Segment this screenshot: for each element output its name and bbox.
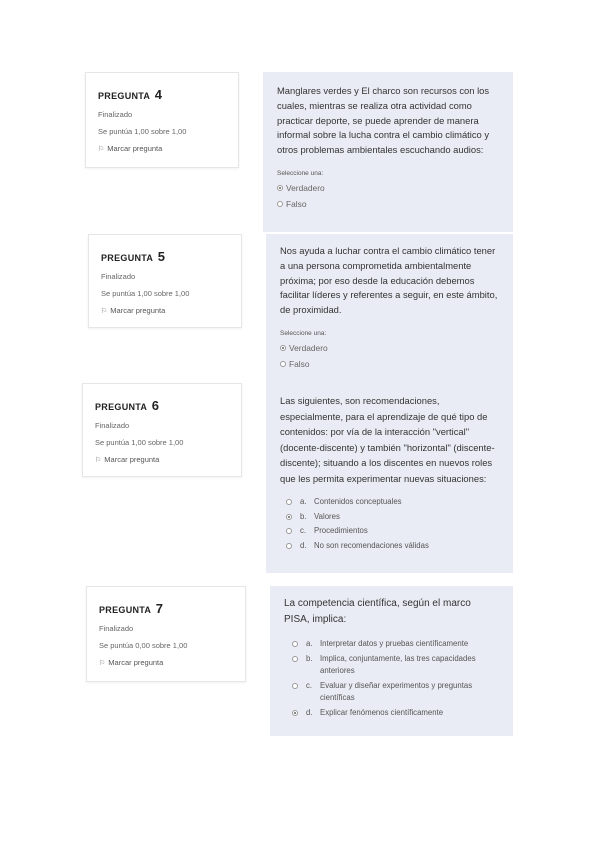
radio-icon[interactable] — [292, 656, 298, 662]
question-title: PREGUNTA 4 — [98, 87, 163, 102]
flag-icon: ⚐ — [98, 146, 105, 153]
option-true[interactable]: Verdadero — [280, 343, 499, 353]
option-d[interactable]: d. Explicar fenómenos científicamente — [292, 707, 499, 720]
flag-icon: ⚐ — [101, 308, 108, 315]
option-c[interactable]: c. Procedimientos — [286, 525, 499, 538]
flag-icon: ⚐ — [95, 457, 102, 464]
flag-question-link[interactable]: ⚐ Marcar pregunta — [98, 144, 163, 153]
question-score: Se puntúa 1,00 sobre 1,00 — [95, 438, 184, 447]
radio-icon[interactable] — [292, 710, 298, 716]
radio-icon[interactable] — [280, 361, 286, 367]
question-text: Nos ayuda a luchar contra el cambio climático tener a una persona comprometida ambientalmente próxima; por eso desde la educación debemos facilitar líderes y referentes a seguir, en este ámbito, de proximidad. — [280, 245, 498, 316]
question-content-7 — [270, 586, 513, 736]
flag-question-link[interactable]: ⚐ Marcar pregunta — [99, 658, 164, 667]
flag-icon: ⚐ — [99, 660, 106, 667]
option-a[interactable]: a. Contenidos conceptuales — [286, 496, 499, 509]
question-text: La competencia científica, según el marco PISA, implica: — [284, 598, 471, 625]
options-list — [280, 496, 499, 552]
question-score: Se puntúa 0,00 sobre 1,00 — [99, 641, 188, 650]
radio-icon[interactable] — [286, 543, 292, 549]
option-c[interactable]: c. Evaluar y diseñar experimentos y preguntas científicas — [292, 680, 499, 705]
question-status: Finalizado — [98, 110, 133, 119]
radio-icon[interactable] — [292, 641, 298, 647]
question-text: Manglares verdes y El charco son recursos con los cuales, mientras se realiza otra actividad como practicar deporte, se puede aprender de manera informal sobre la lucha contra el cambio climático y otros problemas ambientales escuchando audios: — [277, 85, 490, 156]
question-status: Finalizado — [95, 421, 130, 430]
question-content-6 — [266, 383, 513, 573]
question-info-5 — [88, 234, 242, 328]
question-info-6 — [82, 383, 242, 477]
question-info-7 — [86, 586, 246, 682]
option-b[interactable]: b. Implica, conjuntamente, las tres capacidades anteriores — [292, 653, 499, 678]
flag-question-link[interactable]: ⚐ Marcar pregunta — [101, 306, 166, 315]
question-title: PREGUNTA 7 — [99, 601, 164, 616]
radio-icon[interactable] — [286, 514, 292, 520]
radio-icon[interactable] — [277, 201, 283, 207]
question-info-4 — [85, 72, 239, 168]
option-d[interactable]: d. No son recomendaciones válidas — [286, 540, 499, 553]
select-prompt: Seleccione una: — [277, 169, 324, 177]
option-true[interactable]: Verdadero — [277, 183, 499, 193]
radio-icon[interactable] — [292, 683, 298, 689]
option-false[interactable]: Falso — [277, 199, 499, 209]
question-score: Se puntúa 1,00 sobre 1,00 — [101, 289, 190, 298]
question-title: PREGUNTA 6 — [95, 398, 160, 413]
question-content-5 — [266, 234, 513, 384]
option-b[interactable]: b. Valores — [286, 511, 499, 524]
question-status: Finalizado — [99, 624, 134, 633]
radio-icon[interactable] — [280, 345, 286, 351]
options-list — [284, 638, 499, 719]
radio-icon[interactable] — [286, 499, 292, 505]
radio-icon[interactable] — [286, 528, 292, 534]
radio-icon[interactable] — [277, 185, 283, 191]
select-prompt: Seleccione una: — [280, 329, 327, 337]
question-text: Las siguientes, son recomendaciones, especialmente, para el aprendizaje de qué tipo de contenidos: por vía de la interacción "vertical" (docente-discente) y también "horizontal" (discente-discente); situando a los discentes en nuevos roles que les permita experimentar nuevas situaciones: — [280, 395, 495, 484]
question-status: Finalizado — [101, 272, 136, 281]
question-title: PREGUNTA 5 — [101, 249, 166, 264]
option-a[interactable]: a. Interpretar datos y pruebas científicamente — [292, 638, 499, 651]
question-content-4 — [263, 72, 513, 232]
question-score: Se puntúa 1,00 sobre 1,00 — [98, 127, 187, 136]
option-false[interactable]: Falso — [280, 359, 499, 369]
flag-question-link[interactable]: ⚐ Marcar pregunta — [95, 455, 160, 464]
